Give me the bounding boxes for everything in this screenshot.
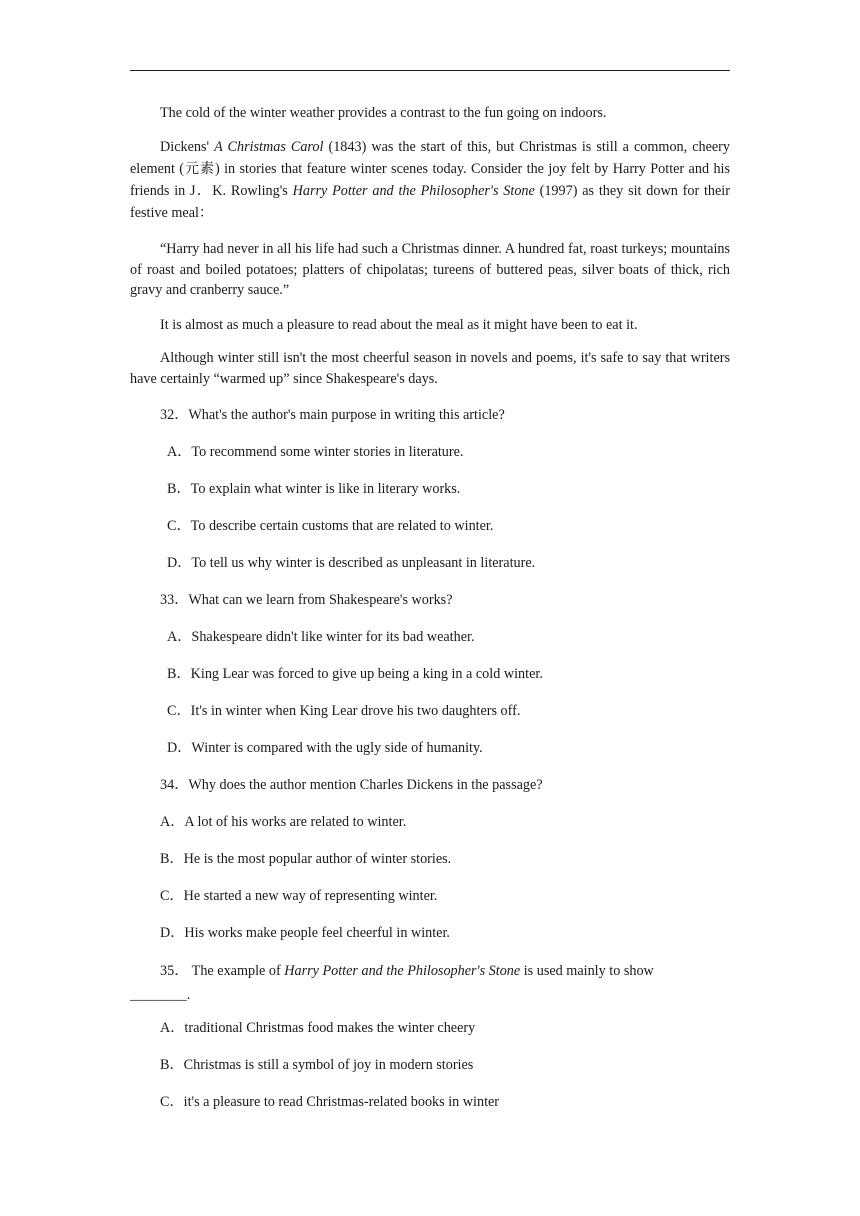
book-title: Harry Potter and the Philosopher's Stone: [292, 183, 535, 199]
question-text: is used mainly to show: [520, 963, 654, 979]
question-34-option-d[interactable]: D．His works make people feel cheerful in winter.: [160, 925, 450, 941]
paragraph-text: The cold of the winter weather provides a contrast to the fun going on indoors.: [160, 105, 607, 121]
question-33-option-b[interactable]: B．King Lear was forced to give up being a king in a cold winter.: [167, 666, 543, 682]
question-32-option-d[interactable]: D．To tell us why winter is described as unpleasant in literature.: [167, 555, 536, 571]
question-35-option-b[interactable]: B．Christmas is still a symbol of joy in modern stories: [160, 1057, 474, 1073]
header-rule: [130, 70, 730, 71]
question-33-option-d[interactable]: D．Winter is compared with the ugly side of humanity.: [167, 740, 483, 756]
passage-quote: [130, 239, 730, 301]
passage-paragraph-3: [130, 314, 730, 336]
question-33-stem: 33．What can we learn from Shakespeare's works?: [160, 592, 453, 608]
question-35-option-a[interactable]: A．traditional Christmas food makes the winter cheery: [160, 1020, 476, 1036]
paragraph-text: (1843) was the start of this, but Christmas is still a common, cheery element (元素) in stories that feature winter scenes today. Consider the joy felt by Harry Potter and his friends in J．K. Rowling's: [130, 139, 731, 199]
question-text: 35． The example of: [160, 963, 285, 979]
paragraph-text: (1997) as they sit down for their festive meal：: [130, 183, 730, 221]
question-32-option-c[interactable]: C．To describe certain customs that are related to winter.: [167, 518, 494, 534]
question-35-stem: [130, 960, 730, 982]
book-title: Harry Potter and the Philosopher's Stone: [284, 963, 521, 979]
paragraph-text: Although winter still isn't the most cheerful season in novels and poems, it's safe to say that writers have certainly “warmed up” since Shakespeare's days.: [130, 350, 730, 387]
passage-paragraph-4: [130, 348, 730, 389]
question-32-option-b[interactable]: B．To explain what winter is like in literary works.: [167, 481, 461, 497]
question-34-stem: 34．Why does the author mention Charles Dickens in the passage?: [160, 777, 543, 793]
question-34-option-c[interactable]: C．He started a new way of representing winter.: [160, 888, 438, 904]
paragraph-text: Dickens': [160, 139, 215, 155]
book-title: A Christmas Carol: [214, 139, 324, 155]
question-35-option-c[interactable]: C．it's a pleasure to read Christmas-related books in winter: [160, 1094, 500, 1110]
paragraph-text: It is almost as much a pleasure to read about the meal as it might have been to eat it.: [160, 317, 638, 333]
question-33-option-c[interactable]: C．It's in winter when King Lear drove his two daughters off.: [167, 703, 521, 719]
question-35-answer-blank: ________.: [130, 987, 191, 1003]
question-34-option-b[interactable]: B．He is the most popular author of winter stories.: [160, 851, 452, 867]
question-34-option-a[interactable]: A．A lot of his works are related to winter.: [160, 814, 407, 830]
passage-paragraph-1: [130, 102, 730, 124]
question-32-option-a[interactable]: A．To recommend some winter stories in literature.: [167, 444, 464, 460]
passage-paragraph-2: [130, 136, 730, 224]
question-33-option-a[interactable]: A．Shakespeare didn't like winter for its bad weather.: [167, 629, 475, 645]
question-32-stem: 32．What's the author's main purpose in writing this article?: [160, 407, 505, 423]
quote-text: “Harry had never in all his life had such a Christmas dinner. A hundred fat, roast turkeys; mountains of roast and boiled potatoes; platters of chipolatas; tureens of buttered peas, silver boats of thick, rich gravy and cranberry sauce.”: [130, 241, 730, 298]
